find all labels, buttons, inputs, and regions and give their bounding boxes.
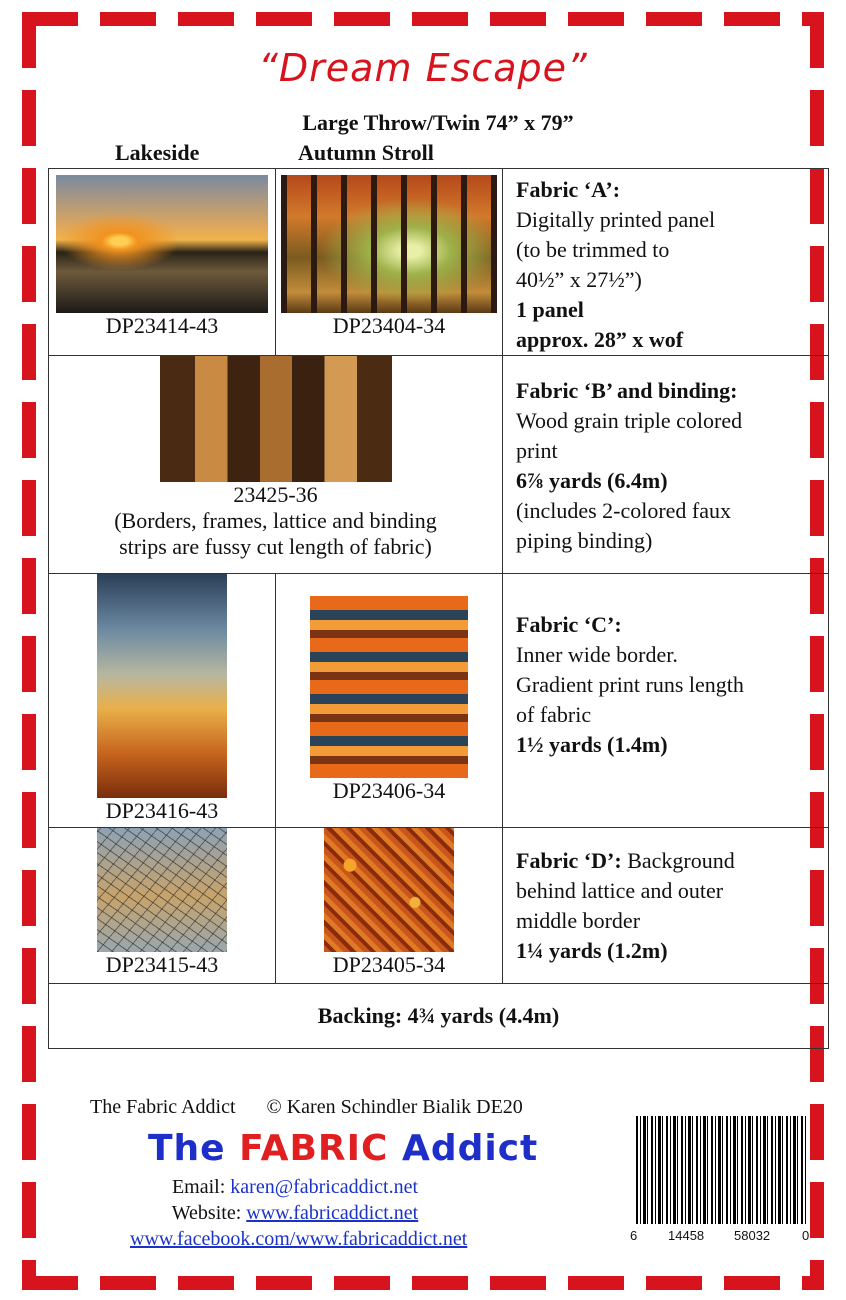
fabric-addict-logo [148, 1128, 538, 1169]
fabric-a-left-cell [49, 169, 276, 356]
barcode-digit: 0 [802, 1228, 810, 1243]
contact-website [130, 1202, 460, 1225]
fabric-a-description [503, 169, 829, 356]
description-line: Gradient print runs length [516, 672, 744, 697]
barcode-digit: 6 [630, 1228, 638, 1243]
fabric-b-note: strips are fussy cut length of fabric) [119, 534, 432, 559]
website-link[interactable]: www.fabricaddict.net [246, 1202, 419, 1224]
barcode [636, 1116, 806, 1224]
fabric-d-title: Fabric ‘D’: [516, 848, 622, 873]
fabric-c-left-cell [49, 574, 276, 828]
fabric-c-right-cell [276, 574, 503, 828]
sunset-clouds-swatch-image [310, 596, 468, 778]
footer-credit [90, 1096, 549, 1119]
fabric-code: DP23414-43 [105, 313, 219, 338]
description-line: Inner wide border. [516, 642, 678, 667]
wood-grain-swatch-image [160, 356, 392, 482]
description-line: Wood grain triple colored [516, 408, 743, 433]
pattern-title: “Dream Escape” [258, 46, 588, 90]
fabric-d-heading [516, 846, 828, 876]
fabric-b-title: Fabric ‘B’ and binding: [516, 378, 738, 403]
fabric-row-b [49, 356, 829, 574]
fabric-a-right-cell [276, 169, 503, 356]
fabric-b-quantity: 6⅞ yards (6.4m) [516, 468, 668, 493]
barcode-digit: 58032 [734, 1228, 771, 1243]
dashed-border-bottom [22, 1276, 824, 1290]
column-heading-autumn-stroll: Autumn Stroll [298, 140, 434, 165]
contact-email [130, 1176, 460, 1199]
barcode-digit: 14458 [668, 1228, 705, 1243]
description-line: (includes 2-colored faux [516, 498, 732, 523]
gradient-sky-swatch-image [97, 574, 227, 798]
fabric-d-right-cell [276, 828, 503, 984]
fabric-d-title-rest: Background [621, 848, 735, 873]
logo-addict: Addict [388, 1128, 539, 1169]
fabric-code: DP23404-34 [332, 313, 446, 338]
description-line: print [516, 438, 558, 463]
logo-fabric: FABRIC [239, 1128, 389, 1169]
fabric-c-description [503, 574, 829, 828]
facebook-link[interactable]: www.facebook.com/www.fabricaddict.net [130, 1228, 468, 1250]
fabric-d-quantity: 1¼ yards (1.2m) [516, 938, 668, 963]
description-line: middle border [516, 908, 641, 933]
fabric-c-title: Fabric ‘C’: [516, 612, 622, 637]
copyright: © Karen Schindler Bialik DE20 [266, 1096, 523, 1118]
fabric-requirements-table [48, 168, 829, 1049]
description-line: 40½” x 27½”) [516, 267, 642, 292]
fabric-row-a [49, 169, 829, 356]
contact-facebook [130, 1228, 468, 1251]
fabric-code: 23425-36 [233, 482, 318, 507]
fabric-code: DP23416-43 [105, 798, 219, 823]
email-label: Email: [171, 1176, 231, 1198]
twig-texture-swatch-image [97, 828, 227, 952]
logo-the: The [148, 1128, 240, 1169]
dashed-border-left [22, 12, 36, 1290]
autumn-stroll-panel-image [281, 175, 497, 313]
description-line: piping binding) [516, 528, 653, 553]
description-line: behind lattice and outer [516, 878, 724, 903]
lakeside-panel-image [56, 175, 268, 313]
dashed-border-top [22, 12, 824, 26]
description-line: Digitally printed panel [516, 207, 716, 232]
autumn-leaves-swatch-image [324, 828, 454, 952]
fabric-a-size: approx. 28” x wof [516, 327, 684, 352]
fabric-a-title: Fabric ‘A’: [516, 177, 621, 202]
backing-requirement: Backing: 4¾ yards (4.4m) [49, 984, 829, 1049]
description-line: of fabric [516, 702, 592, 727]
description-line: (to be trimmed to [516, 237, 670, 262]
company-name: The Fabric Addict [90, 1096, 236, 1118]
email-link[interactable]: karen@fabricaddict.net [230, 1176, 419, 1198]
pattern-size: Large Throw/Twin 74” x 79” [302, 110, 574, 135]
fabric-c-quantity: 1½ yards (1.4m) [516, 732, 668, 757]
fabric-code: DP23405-34 [332, 952, 446, 977]
fabric-row-d [49, 828, 829, 984]
fabric-d-description [503, 828, 829, 984]
fabric-a-quantity: 1 panel [516, 297, 584, 322]
website-label: Website: [171, 1202, 247, 1224]
fabric-d-left-cell [49, 828, 276, 984]
fabric-b-description [503, 356, 829, 574]
column-heading-lakeside: Lakeside [115, 140, 200, 165]
fabric-b-cell [49, 356, 503, 574]
fabric-row-c [49, 574, 829, 828]
fabric-code: DP23406-34 [332, 778, 446, 803]
fabric-code: DP23415-43 [105, 952, 219, 977]
fabric-b-note: (Borders, frames, lattice and binding [114, 508, 437, 533]
backing-row [49, 984, 829, 1049]
